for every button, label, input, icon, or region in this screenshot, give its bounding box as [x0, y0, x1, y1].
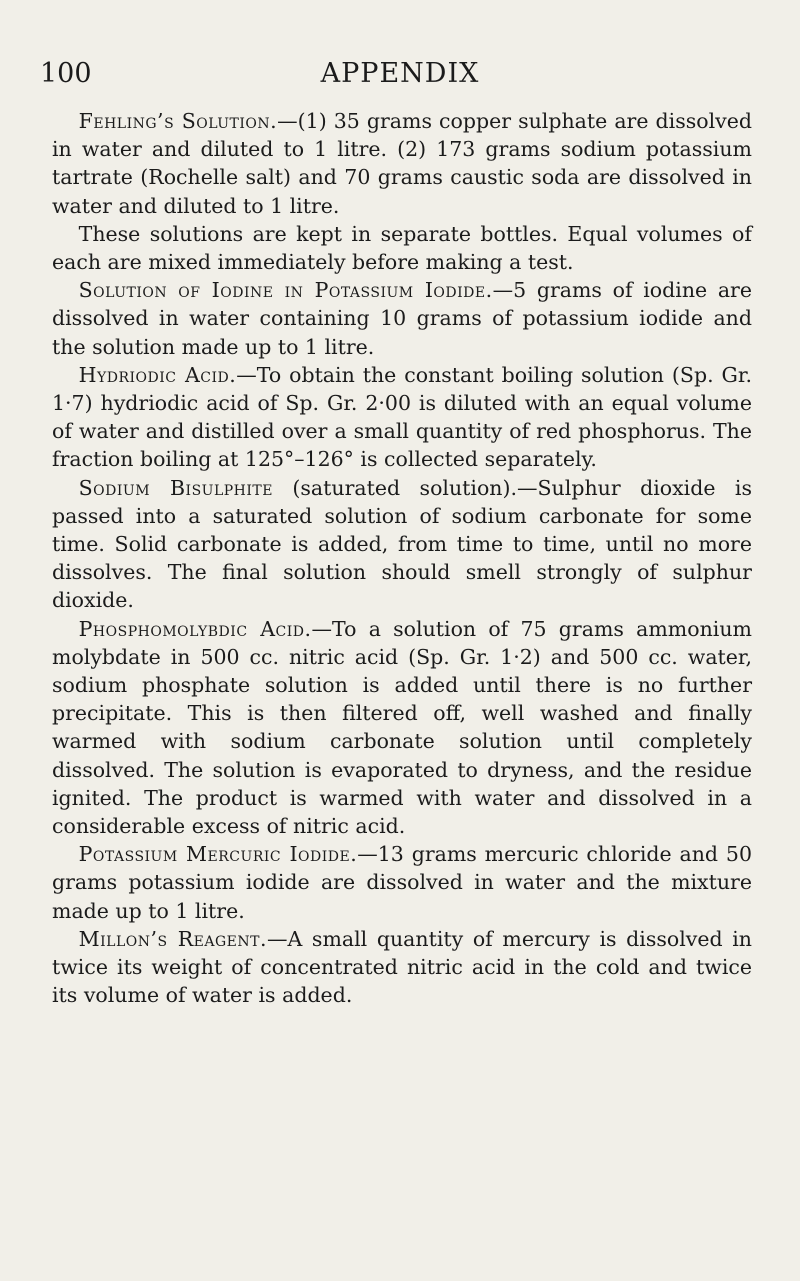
entry-text: —(1) 35 grams copper sulphate are dissolved in water and diluted to 1 litre. (2) 173 grams sodium potassium tartrate (Rochelle salt) and 70 grams caustic soda are dissolved in water and diluted to 1 litre. — [52, 109, 752, 218]
entry-text: —5 grams of iodine are dissolved in water containing 10 grams of potassium iodide and the solution made up to 1 litre. — [52, 278, 752, 359]
entry-phosphomolybdic-acid — [52, 615, 752, 841]
entry-potassium-mercuric-iodide — [52, 840, 752, 925]
entry-text: (saturated solution).—Sulphur dioxide is passed into a saturated solution of sodium carbonate for some time. Solid carbonate is added, from time to time, until no more dissolves. The final solution should smell strongly of sulphur dioxide. — [52, 475, 752, 613]
entry-millons-reagent — [52, 925, 752, 1010]
running-head: APPENDIX — [320, 58, 480, 89]
entry-text: These solutions are kept in separate bottles. Equal volumes of each are mixed immediately before making a test. — [52, 221, 752, 275]
entry-hydriodic-acid — [52, 361, 752, 474]
entry-title: Hydriodic Acid. — [78, 362, 237, 387]
entry-text: —To obtain the constant boiling solution (Sp. Gr. 1·7) hydriodic acid of Sp. Gr. 2·00 is diluted with an equal volume of water and distilled over a small quantity of red phosphorus. The fraction boiling at 125°–126° is collected separately. — [52, 362, 752, 472]
entry-text: —To a solution of 75 grams ammonium molybdate in 500 cc. nitric acid (Sp. Gr. 1·2) and 500 cc. water, sodium phosphate solution is added until there is no further precipitate. This is then filtered off, well washed and finally warmed with sodium carbonate solution until completely dissolved. The solution is evaporated to dryness, and the residue ignited. The product is warmed with water and dissolved in a considerable excess of nitric acid. — [52, 616, 752, 839]
entry-sodium-bisulphite — [52, 474, 752, 615]
entry-title: Millon’s Reagent. — [78, 926, 267, 951]
entry-text: —13 grams mercuric chloride and 50 grams potassium iodide are dissolved in water and the mixture made up to 1 litre. — [52, 842, 752, 923]
entry-fehlings-note — [52, 220, 752, 276]
entry-iodine-solution — [52, 276, 752, 361]
entry-fehlings-solution — [52, 107, 752, 220]
entry-title: Fehling’s Solution. — [78, 109, 278, 133]
page-number: 100 — [40, 58, 92, 89]
entry-title: Phosphomolybdic Acid. — [78, 616, 312, 641]
page-header — [30, 58, 770, 98]
entry-title: Potassium Mercuric Iodide. — [78, 842, 358, 867]
entry-title: Solution of Iodine in Potassium Iodide. — [78, 278, 493, 303]
body-text — [52, 107, 752, 1010]
entry-text: —A small quantity of mercury is dissolved in twice its weight of concentrated nitric acid in the cold and twice its volume of water is added. — [52, 926, 752, 1008]
entry-title: Sodium Bisulphite — [78, 475, 273, 500]
